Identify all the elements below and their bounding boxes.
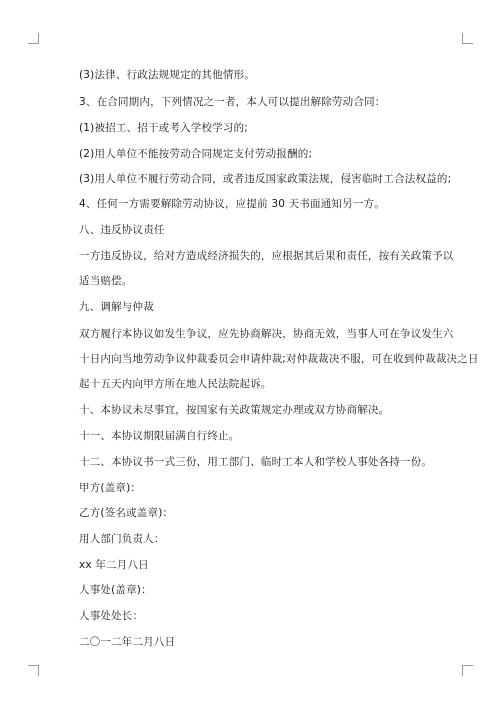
crop-mark-top-left [28,33,39,44]
text-line: (3)用人单位不履行劳动合同，或者违反国家政策法规，侵害临时工合法权益的; [79,173,452,185]
text-line: 3、在合同期内，下列情况之一者，本人可以提出解除劳动合同： [79,96,386,108]
crop-mark-bottom-right [462,665,473,676]
signature-field: 人事处处长： [79,610,144,622]
text-line: 起十五天内向甲方所在地人民法院起诉。 [79,378,272,390]
signature-field: 乙方(签名或盖章)： [79,507,174,519]
text-line: 十一、本协议期限届满自行终止。 [79,430,240,442]
crop-mark-bottom-left [28,665,39,676]
section-heading: 九、调解与仲裁 [79,301,154,313]
date-line: xx 年二月八日 [79,559,149,571]
text-line: 双方履行本协议如发生争议，应先协商解决，协商无效，当事人可在争议发生六 [79,328,454,340]
crop-mark-top-right [462,33,473,44]
text-line: (2)用人单位不能按劳动合同规定支付劳动报酬的; [79,148,313,160]
text-line: 适当赔偿。 [79,275,133,287]
date-line: 二〇一二年二月八日 [79,636,176,648]
section-heading: 八、违反协议责任 [79,224,165,236]
text-line: 十日内向当地劳动争议仲裁委员会申请仲裁;对仲裁裁决不服，可在收到仲裁裁决之日 [79,353,479,365]
text-line: 一方违反协议，给对方造成经济损失的，应根据其后果和责任，按有关政策予以 [79,250,454,262]
text-line: 十、本协议未尽事宜，按国家有关政策规定办理或双方协商解决。 [79,404,390,416]
signature-field: 人事处(盖章)： [79,584,152,596]
text-line: (1)被招工、招干或考入学校学习的; [79,122,249,134]
text-line: (3)法律、行政法规规定的其他情形。 [79,69,255,81]
text-line: 十二、本协议书一式三份，用工部门、临时工本人和学校人事处各持一份。 [79,456,433,468]
signature-field: 用人部门负责人： [79,533,165,545]
text-line: 4、任何一方需要解除劳动协议，应提前 30 天书面通知另一方。 [79,198,385,210]
signature-field: 甲方(盖章)： [79,482,142,494]
